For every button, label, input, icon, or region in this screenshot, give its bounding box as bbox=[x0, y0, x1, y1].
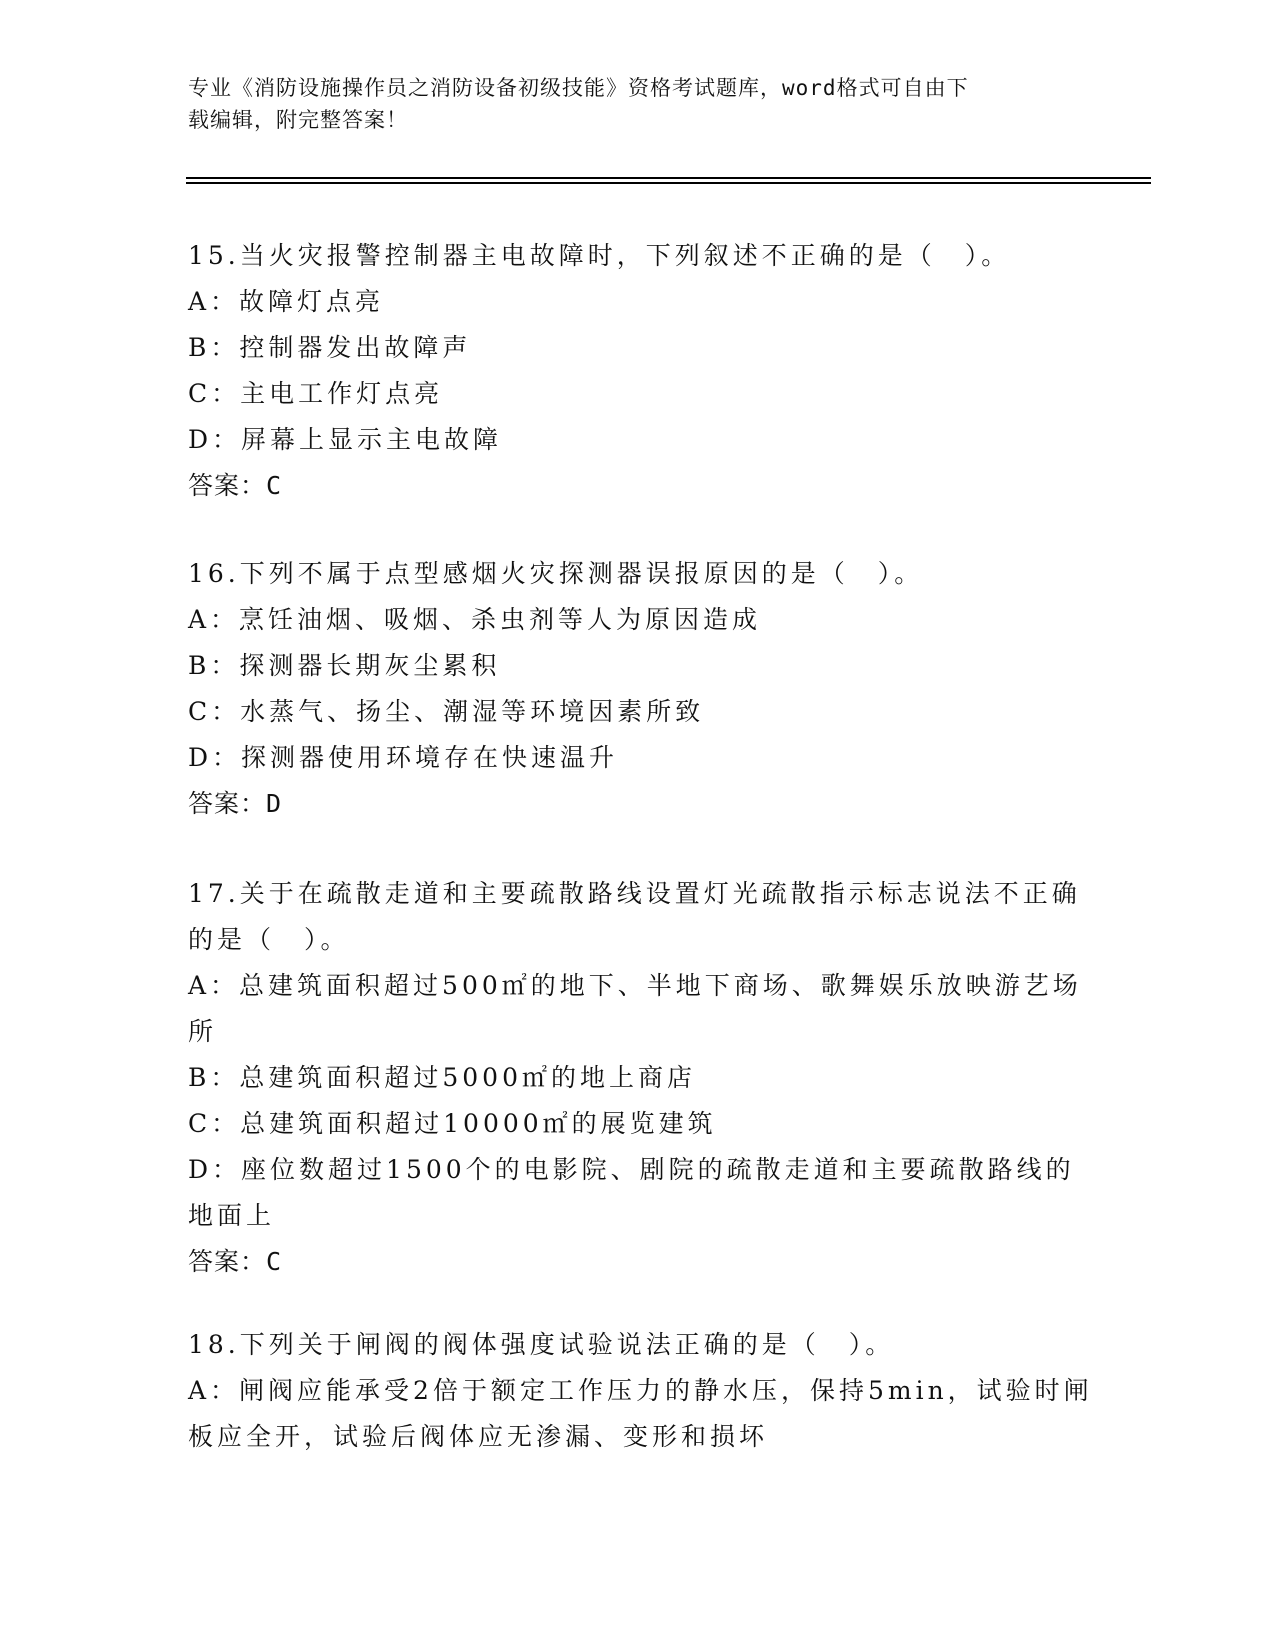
option-d: D：屏幕上显示主电故障 bbox=[188, 425, 503, 454]
option-c: C：总建筑面积超过10000㎡的展览建筑 bbox=[188, 1109, 717, 1138]
option-a: A：故障灯点亮 bbox=[188, 287, 385, 316]
question-stem: 15.当火灾报警控制器主电故障时，下列叙述不正确的是（ ）。 bbox=[188, 241, 1011, 270]
option-b: B：探测器长期灰尘累积 bbox=[188, 651, 501, 680]
option-a-cont: 板应全开，试验后阀体应无渗漏、变形和损坏 bbox=[188, 1422, 769, 1451]
answer-line bbox=[188, 781, 1088, 827]
answer-line bbox=[188, 463, 1088, 509]
answer-line bbox=[188, 1239, 1088, 1285]
header-line-2: 载编辑，附完整答案！ bbox=[188, 108, 408, 132]
document-header bbox=[188, 72, 1068, 136]
option-a: A：烹饪油烟、吸烟、杀虫剂等人为原因造成 bbox=[188, 605, 762, 634]
question-18 bbox=[188, 1322, 1093, 1460]
answer-label: 答案： bbox=[188, 1247, 267, 1276]
answer-label: 答案： bbox=[188, 789, 267, 818]
option-c: C：主电工作灯点亮 bbox=[188, 379, 444, 408]
answer-label: 答案： bbox=[188, 471, 267, 500]
option-d: D：探测器使用环境存在快速温升 bbox=[188, 743, 619, 772]
option-a: A：总建筑面积超过500㎡的地下、半地下商场、歌舞娱乐放映游艺场 bbox=[188, 971, 1082, 1000]
question-17 bbox=[188, 871, 1088, 1285]
question-stem: 18.下列关于闸阀的阀体强度试验说法正确的是（ ）。 bbox=[188, 1330, 895, 1359]
header-divider-bottom bbox=[186, 182, 1151, 184]
option-d: D：座位数超过1500个的电影院、剧院的疏散走道和主要疏散路线的 bbox=[188, 1155, 1075, 1184]
question-stem: 17.关于在疏散走道和主要疏散路线设置灯光疏散指示标志说法不正确 bbox=[188, 879, 1081, 908]
option-a: A：闸阀应能承受2倍于额定工作压力的静水压，保持5min，试验时闸 bbox=[188, 1376, 1093, 1405]
answer-value: C bbox=[266, 1247, 283, 1276]
option-c: C：水蒸气、扬尘、潮湿等环境因素所致 bbox=[188, 697, 705, 726]
option-d-cont: 地面上 bbox=[188, 1201, 276, 1230]
question-15 bbox=[188, 233, 1088, 509]
option-a-cont: 所 bbox=[188, 1017, 218, 1046]
question-stem: 16.下列不属于点型感烟火灾探测器误报原因的是（ ）。 bbox=[188, 559, 924, 588]
question-stem-cont: 的是（ ）。 bbox=[188, 925, 350, 954]
answer-value: C bbox=[266, 471, 283, 500]
answer-value: D bbox=[266, 789, 283, 818]
option-b: B：控制器发出故障声 bbox=[188, 333, 472, 362]
question-16 bbox=[188, 551, 1088, 827]
option-b: B：总建筑面积超过5000㎡的地上商店 bbox=[188, 1063, 696, 1092]
header-line-1: 专业《消防设施操作员之消防设备初级技能》资格考试题库，word格式可自由下 bbox=[188, 76, 969, 100]
header-divider-top bbox=[186, 177, 1151, 179]
